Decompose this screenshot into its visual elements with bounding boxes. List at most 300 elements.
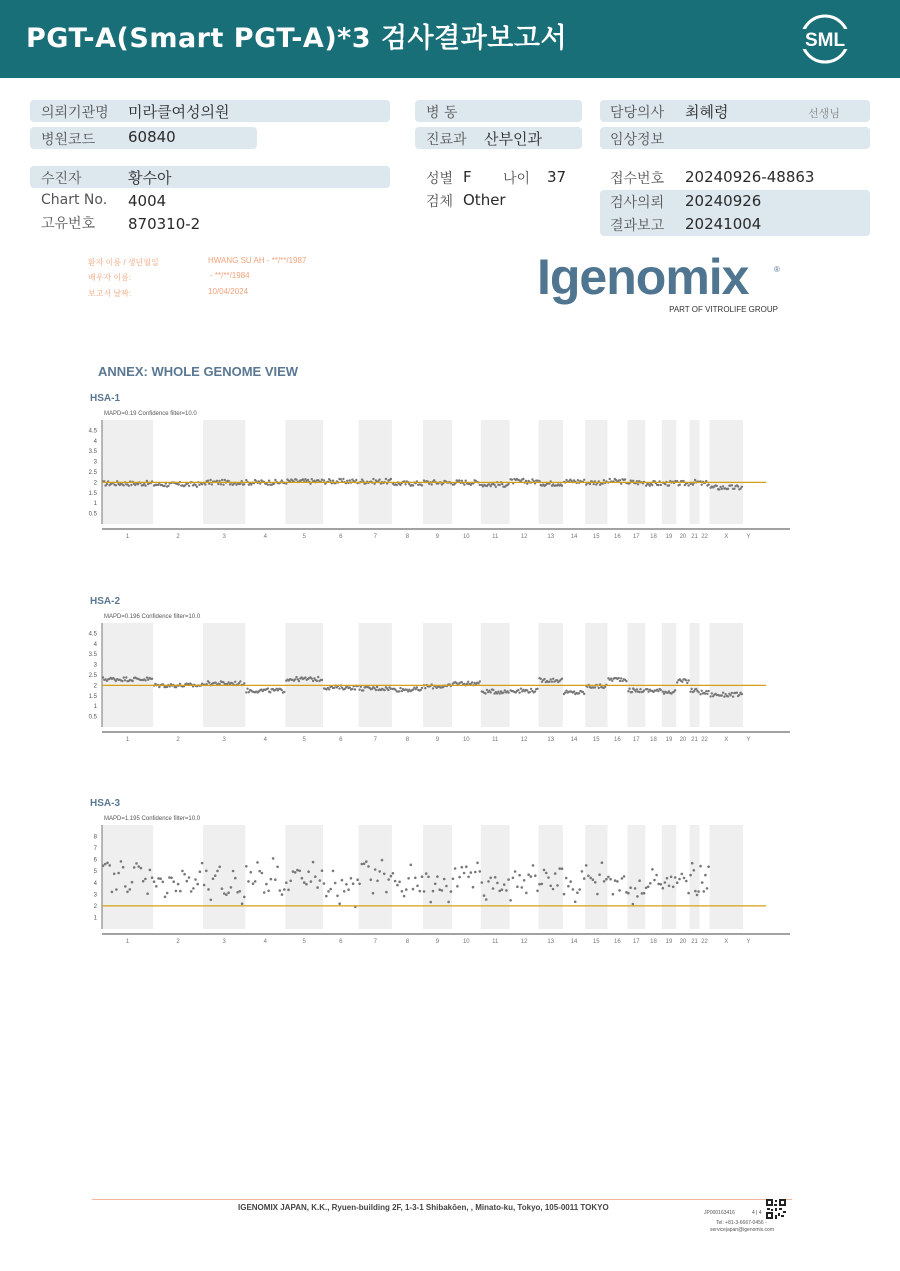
- data-point: [399, 687, 401, 689]
- data-point: [463, 872, 466, 875]
- data-point: [501, 483, 503, 485]
- data-point: [296, 869, 299, 872]
- data-point: [552, 888, 555, 891]
- institution-label: 의뢰기관명: [41, 105, 109, 121]
- data-point: [314, 875, 317, 878]
- pt-date-value: 10/04/2024: [208, 287, 249, 296]
- data-point: [536, 890, 539, 893]
- data-point: [427, 876, 430, 879]
- data-point: [679, 484, 681, 486]
- data-point: [129, 888, 132, 891]
- data-point: [144, 878, 147, 881]
- data-point: [601, 861, 604, 864]
- data-point: [347, 888, 350, 891]
- data-point: [283, 691, 285, 693]
- data-point: [461, 866, 464, 869]
- data-point: [294, 871, 297, 874]
- id-label: 고유번호: [41, 216, 96, 232]
- chart-3-title: HSA-3: [90, 798, 121, 809]
- data-point: [190, 890, 193, 893]
- data-point: [623, 875, 626, 878]
- data-point: [305, 883, 308, 886]
- data-point: [385, 478, 387, 480]
- data-point: [383, 689, 385, 691]
- data-point: [689, 874, 692, 877]
- data-point: [676, 681, 678, 683]
- data-point: [311, 478, 313, 480]
- data-point: [445, 885, 448, 888]
- data-point: [523, 879, 526, 882]
- data-point: [607, 876, 610, 879]
- data-point: [498, 890, 501, 893]
- data-point: [598, 873, 601, 876]
- data-point: [479, 680, 481, 682]
- chromosome-band: [539, 623, 563, 727]
- receipt-value: 20240926-48863: [685, 168, 815, 186]
- data-point: [207, 888, 210, 891]
- x-tick-label: 21: [691, 534, 698, 540]
- data-point: [434, 883, 437, 886]
- data-point: [532, 864, 535, 867]
- data-point: [683, 877, 686, 880]
- data-point: [316, 886, 319, 889]
- data-point: [167, 485, 169, 487]
- chart-1-title: HSA-1: [90, 393, 121, 404]
- report-header: [0, 0, 900, 78]
- data-point: [361, 863, 364, 866]
- data-point: [188, 485, 190, 487]
- chromosome-band: [481, 420, 510, 524]
- x-tick-label: 20: [679, 534, 687, 540]
- data-point: [741, 693, 743, 695]
- data-point: [153, 880, 156, 883]
- data-point: [465, 865, 468, 868]
- chromosome-band: [359, 623, 392, 727]
- x-tick-label: 7: [373, 737, 377, 743]
- chromosome-4-points: [245, 687, 285, 693]
- data-point: [354, 688, 356, 690]
- data-point: [398, 690, 400, 692]
- x-tick-label: 12: [520, 737, 528, 743]
- data-point: [301, 877, 304, 880]
- data-point: [221, 479, 223, 481]
- x-tick-label: 1: [125, 737, 130, 743]
- data-point: [660, 484, 662, 486]
- x-tick-label: 8: [405, 737, 410, 743]
- y-tick-label: 2: [93, 480, 97, 487]
- x-tick-label: 14: [570, 534, 578, 540]
- data-point: [104, 863, 107, 866]
- chromosome-8-points: [392, 864, 424, 898]
- data-point: [358, 883, 361, 886]
- chromosome-8-points: [392, 686, 424, 693]
- data-point: [423, 890, 426, 893]
- data-point: [733, 488, 735, 490]
- data-point: [707, 690, 709, 692]
- data-point: [170, 877, 173, 880]
- data-point: [328, 688, 330, 690]
- data-point: [646, 688, 648, 690]
- data-point: [212, 877, 215, 880]
- data-point: [294, 678, 296, 680]
- chromosome-16-points: [607, 478, 627, 485]
- chromosome-22-points: [699, 865, 710, 893]
- x-tick-label: 18: [650, 737, 657, 743]
- data-point: [307, 870, 310, 873]
- data-point: [179, 890, 182, 893]
- data-point: [685, 880, 688, 883]
- data-point: [341, 879, 344, 882]
- data-point: [381, 859, 384, 862]
- data-point: [631, 691, 633, 693]
- data-point: [729, 694, 731, 696]
- data-point: [697, 691, 699, 693]
- data-point: [342, 478, 344, 480]
- data-point: [624, 478, 626, 480]
- data-point: [592, 878, 595, 881]
- data-point: [329, 480, 331, 482]
- chart-2-subtitle: MAPD=0.196 Confidence filter=10.0: [104, 614, 201, 620]
- chromosome-band: [102, 825, 153, 929]
- y-tick-label: 3: [93, 892, 97, 899]
- chromosome-band: [710, 825, 743, 929]
- data-point: [625, 680, 627, 682]
- data-point: [541, 883, 544, 886]
- chromosome-band: [423, 420, 452, 524]
- data-point: [639, 688, 641, 690]
- data-point: [157, 484, 159, 486]
- data-point: [467, 681, 469, 683]
- x-tick-label: 10: [462, 737, 470, 743]
- x-tick-label: 16: [614, 737, 621, 743]
- data-point: [632, 903, 635, 906]
- data-point: [108, 864, 111, 867]
- data-point: [722, 692, 724, 694]
- data-point: [583, 693, 585, 695]
- data-point: [246, 688, 248, 690]
- data-point: [403, 895, 406, 898]
- data-point: [431, 483, 433, 485]
- x-tick-label: 22: [701, 534, 708, 540]
- patient-label: 수진자: [41, 171, 82, 187]
- x-tick-label: Y: [746, 534, 751, 540]
- chromosome-band: [203, 420, 245, 524]
- x-tick-label: 7: [373, 534, 377, 540]
- data-point: [272, 857, 275, 860]
- patient-band: [30, 166, 390, 188]
- igenomix-logo-name: Igenomix: [537, 250, 749, 305]
- x-tick-label: 5: [302, 737, 306, 743]
- data-point: [723, 696, 725, 698]
- igenomix-logo: [535, 250, 785, 320]
- chart-hsa-2: [84, 621, 794, 746]
- data-point: [172, 880, 175, 883]
- data-point: [649, 485, 651, 487]
- data-point: [551, 681, 553, 683]
- data-point: [179, 683, 181, 685]
- data-point: [494, 876, 497, 879]
- data-point: [146, 676, 148, 678]
- data-point: [549, 885, 552, 888]
- data-point: [447, 901, 450, 904]
- data-point: [325, 895, 328, 898]
- data-point: [694, 890, 697, 893]
- data-point: [164, 896, 167, 899]
- data-point: [336, 895, 339, 898]
- data-point: [612, 893, 615, 896]
- data-point: [596, 893, 599, 896]
- dept-label: 진료과: [426, 132, 467, 148]
- hospital-code-value: 60840: [128, 128, 176, 146]
- y-tick-label: 3: [93, 662, 97, 669]
- data-point: [321, 869, 324, 872]
- data-point: [474, 871, 477, 874]
- footer-code: JP000163416: [704, 1210, 735, 1216]
- data-point: [124, 885, 127, 888]
- data-point: [509, 899, 512, 902]
- data-point: [632, 480, 634, 482]
- data-point: [487, 880, 490, 883]
- data-point: [270, 878, 273, 881]
- y-tick-label: 4: [93, 880, 97, 887]
- data-point: [736, 692, 738, 694]
- data-point: [704, 692, 706, 694]
- data-point: [504, 689, 506, 691]
- data-point: [495, 486, 497, 488]
- data-point: [651, 868, 654, 871]
- data-point: [465, 480, 467, 482]
- data-point: [587, 875, 590, 878]
- chromosome-20-points: [676, 678, 690, 684]
- x-tick-label: 5: [302, 939, 306, 945]
- data-point: [425, 872, 428, 875]
- data-point: [243, 682, 245, 684]
- data-point: [664, 483, 666, 485]
- x-tick-label: 11: [492, 534, 499, 540]
- data-point: [649, 882, 652, 885]
- data-point: [561, 485, 563, 487]
- data-point: [525, 892, 528, 895]
- data-point: [629, 886, 632, 889]
- data-point: [356, 878, 359, 881]
- data-point: [374, 868, 377, 871]
- y-tick-label: 2.5: [88, 673, 97, 679]
- data-point: [204, 483, 206, 485]
- specimen-value: Other: [463, 191, 506, 209]
- data-point: [117, 872, 120, 875]
- data-point: [618, 677, 620, 679]
- data-point: [552, 678, 554, 680]
- data-point: [664, 881, 667, 884]
- data-point: [131, 881, 134, 884]
- y-tick-label: 1.5: [88, 490, 97, 497]
- data-point: [362, 689, 364, 691]
- y-tick-label: 4.5: [88, 631, 97, 638]
- x-tick-label: 1: [125, 939, 130, 945]
- data-point: [611, 680, 613, 682]
- data-point: [365, 860, 368, 863]
- x-tick-label: 20: [679, 939, 687, 945]
- data-point: [225, 893, 228, 896]
- data-point: [518, 874, 521, 877]
- data-point: [351, 688, 353, 690]
- data-point: [668, 885, 671, 888]
- x-tick-label: X: [724, 737, 729, 743]
- x-tick-label: 12: [520, 534, 528, 540]
- data-point: [199, 870, 202, 873]
- data-point: [696, 894, 699, 897]
- chromosome-8-points: [392, 480, 424, 487]
- data-point: [162, 881, 165, 884]
- data-point: [543, 678, 545, 680]
- data-point: [563, 893, 566, 896]
- data-point: [352, 882, 355, 885]
- data-point: [111, 891, 114, 894]
- data-point: [651, 484, 653, 486]
- data-point: [166, 892, 169, 895]
- data-point: [687, 679, 689, 681]
- data-point: [149, 869, 152, 872]
- x-tick-label: 4: [263, 737, 267, 743]
- x-tick-label: 6: [339, 737, 343, 743]
- y-tick-label: 4: [93, 438, 97, 445]
- data-point: [349, 479, 351, 481]
- data-point: [140, 867, 143, 870]
- chromosome-band: [481, 623, 510, 727]
- data-point: [685, 679, 687, 681]
- data-point: [526, 689, 528, 691]
- data-point: [216, 480, 218, 482]
- y-tick-label: 3.5: [88, 652, 97, 659]
- data-point: [458, 876, 461, 879]
- data-point: [370, 878, 373, 881]
- data-point: [312, 861, 315, 864]
- chromosome-band: [539, 420, 563, 524]
- data-point: [372, 478, 374, 480]
- data-point: [227, 891, 230, 894]
- chromosome-14-points: [563, 479, 586, 485]
- data-point: [429, 901, 432, 904]
- data-point: [548, 681, 550, 683]
- data-point: [175, 890, 178, 893]
- x-tick-label: X: [724, 534, 729, 540]
- data-point: [574, 901, 577, 904]
- data-point: [396, 484, 398, 486]
- data-point: [329, 888, 332, 891]
- data-point: [737, 485, 739, 487]
- x-tick-label: 17: [632, 939, 640, 945]
- chromosome-band: [710, 623, 743, 727]
- chromosome-16-points: [607, 677, 627, 683]
- data-point: [517, 689, 519, 691]
- data-point: [637, 483, 639, 485]
- data-point: [385, 891, 388, 894]
- y-tick-label: 3: [93, 459, 97, 466]
- chromosome-band: [627, 623, 645, 727]
- data-point: [530, 688, 532, 690]
- x-tick-label: 22: [701, 737, 708, 743]
- data-point: [483, 894, 486, 897]
- data-point: [420, 689, 422, 691]
- data-point: [647, 885, 650, 888]
- data-point: [636, 688, 638, 690]
- data-point: [333, 687, 335, 689]
- data-point: [585, 864, 588, 867]
- data-point: [701, 690, 703, 692]
- chromosome-band: [285, 825, 323, 929]
- data-point: [125, 676, 127, 678]
- data-point: [274, 878, 277, 881]
- data-point: [123, 484, 125, 486]
- data-point: [681, 681, 683, 683]
- data-point: [516, 885, 519, 888]
- chromosome-band: [423, 623, 452, 727]
- data-point: [321, 679, 323, 681]
- data-point: [363, 862, 366, 865]
- x-tick-label: 8: [405, 534, 410, 540]
- data-point: [472, 886, 475, 889]
- x-tick-label: 18: [650, 534, 657, 540]
- data-point: [534, 874, 537, 877]
- data-point: [261, 872, 264, 875]
- data-point: [432, 890, 435, 893]
- x-tick-label: 17: [632, 534, 640, 540]
- data-point: [619, 479, 621, 481]
- data-point: [530, 875, 533, 878]
- y-tick-label: 6: [93, 857, 97, 864]
- footer-address: IGENOMIX JAPAN, K.K., Ryuen-building 2F, 1-3-1 Shibakōen, , Minato-ku, Tokyo, 105-0011 TOKYO: [238, 1203, 609, 1212]
- chromosome-6-points: [323, 870, 359, 909]
- y-tick-label: 1: [93, 704, 97, 711]
- data-point: [367, 865, 370, 868]
- data-point: [484, 692, 486, 694]
- data-point: [609, 478, 611, 480]
- data-point: [295, 676, 297, 678]
- data-point: [421, 875, 424, 878]
- x-tick-label: 22: [701, 939, 708, 945]
- chromosome-band: [102, 623, 153, 727]
- data-point: [577, 479, 579, 481]
- data-point: [120, 860, 123, 863]
- data-point: [106, 862, 109, 865]
- x-tick-label: 1: [125, 534, 130, 540]
- data-point: [576, 891, 579, 894]
- data-point: [466, 683, 468, 685]
- data-point: [279, 889, 282, 892]
- data-point: [343, 890, 346, 893]
- data-point: [115, 484, 117, 486]
- data-point: [627, 690, 629, 692]
- chart-2-title: HSA-2: [90, 596, 121, 607]
- chromosome-22-points: [699, 690, 709, 696]
- data-point: [338, 687, 340, 689]
- x-tick-label: 4: [263, 939, 267, 945]
- x-tick-label: 15: [592, 939, 600, 945]
- x-tick-label: 18: [650, 939, 657, 945]
- specimen-label: 검체: [426, 194, 454, 210]
- data-point: [583, 479, 585, 481]
- data-point: [133, 866, 136, 869]
- chromosome-band: [662, 623, 676, 727]
- data-point: [211, 483, 213, 485]
- data-point: [214, 874, 217, 877]
- data-point: [304, 676, 306, 678]
- x-tick-label: 11: [492, 737, 499, 743]
- data-point: [594, 881, 597, 884]
- data-point: [618, 889, 621, 892]
- data-point: [124, 679, 126, 681]
- data-point: [479, 870, 482, 873]
